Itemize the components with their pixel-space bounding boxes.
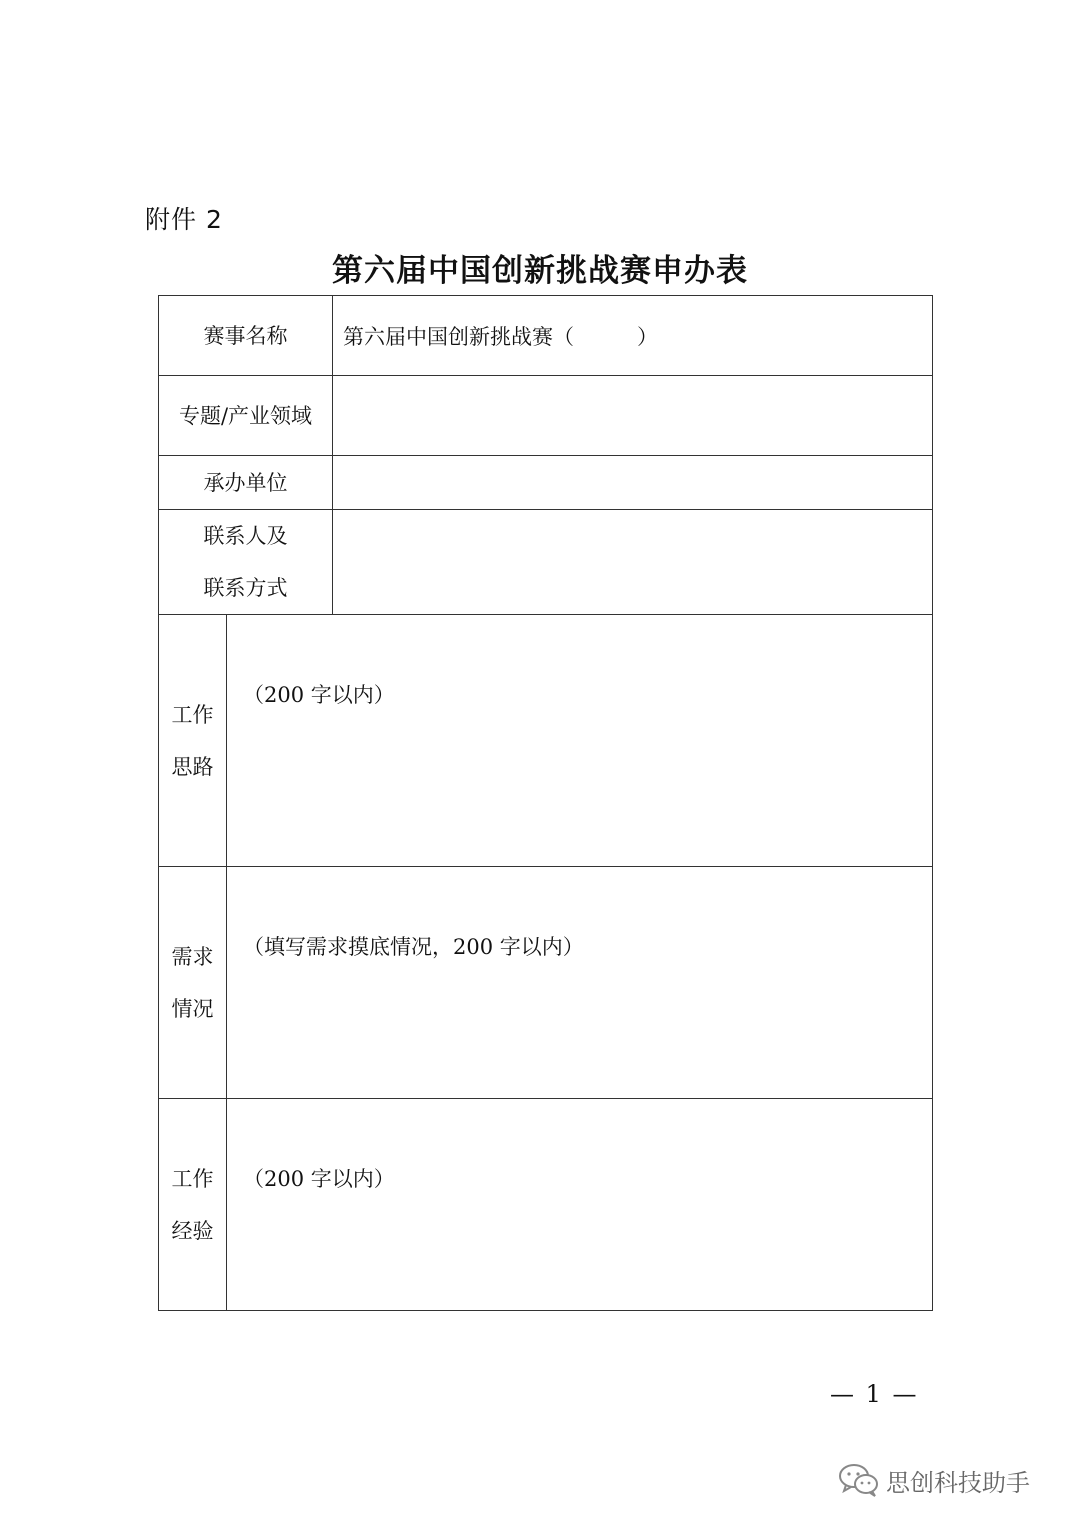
- value-organizer: [333, 456, 933, 510]
- wechat-icon: [838, 1463, 880, 1497]
- label-work-experience-line1: 工作: [171, 1166, 214, 1191]
- row-industry-field: [159, 376, 933, 456]
- watermark-text: 思创科技助手: [886, 1468, 1030, 1497]
- application-form-table: [158, 295, 933, 1311]
- row-organizer: [159, 456, 933, 510]
- hint-demand-status: （填写需求摸底情况，200 字以内）: [227, 867, 933, 1099]
- label-work-approach: [159, 615, 227, 867]
- watermark: [838, 1458, 1053, 1502]
- label-work-approach-line1: 工作: [171, 702, 214, 727]
- row-work-experience: [159, 1099, 933, 1311]
- label-organizer: 承办单位: [159, 456, 333, 510]
- row-contact: [159, 510, 933, 615]
- label-contact-line2: 联系方式: [203, 576, 288, 600]
- hint-work-approach: （200 字以内）: [227, 615, 933, 867]
- label-contact: [159, 510, 333, 615]
- label-contact-line1: 联系人及: [203, 524, 288, 548]
- label-industry-field: 专题/产业领域: [159, 376, 333, 456]
- row-work-approach: [159, 615, 933, 867]
- label-demand-status-line2: 情况: [171, 996, 214, 1021]
- value-event-name: 第六届中国创新挑战赛（ ）: [333, 296, 933, 376]
- value-contact: [333, 510, 933, 615]
- label-work-experience-line2: 经验: [171, 1218, 214, 1243]
- row-event-name: [159, 296, 933, 376]
- hint-work-experience: （200 字以内）: [227, 1099, 933, 1311]
- label-event-name: 赛事名称: [159, 296, 333, 376]
- page-number: — 1 —: [830, 1380, 919, 1408]
- page-title: 第六届中国创新挑战赛申办表: [332, 253, 748, 289]
- attachment-label: 附件 2: [145, 205, 223, 234]
- row-demand-status: [159, 867, 933, 1099]
- label-demand-status-line1: 需求: [171, 944, 214, 969]
- label-work-approach-line2: 思路: [171, 754, 214, 779]
- label-work-experience: [159, 1099, 227, 1311]
- label-demand-status: [159, 867, 227, 1099]
- value-industry-field: [333, 376, 933, 456]
